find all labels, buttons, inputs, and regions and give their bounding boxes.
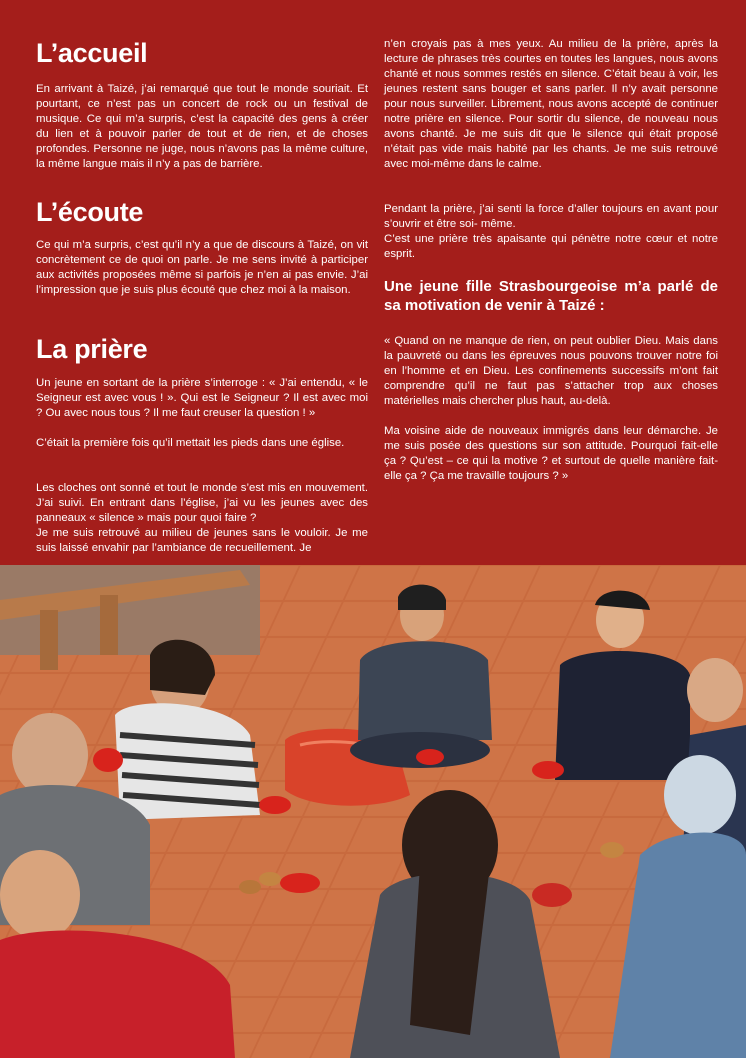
- testimony-quote-1: « Quand on ne manque de rien, on peut oublier Dieu. Mais dans la pauvreté ou dans les épreuves nous pouvons trouver notre foi en l’homme et en Dieu. Les confinements successifs m’ont fait comprendre qu’il ne faut pas s’attacher trop aux choses matérielles mais chercher plus haut, au-delà.: [384, 335, 718, 407]
- section-title-accueil: L’accueil: [36, 38, 148, 68]
- priere-text-4: Je me suis retrouvé au milieu de jeunes sans le vouloir. Je me suis laissé envahir par l’ambiance de recueillement. Je: [36, 527, 368, 554]
- right-text-1: n’en croyais pas à mes yeux. Au milieu de la prière, après la lecture de phrases très courtes en toutes les langues, nous avons chanté et nous sommes restés en silence. C’était beau à voir, les jeunes restent sans bouger et sans parler. Il n’y avait personne pour nous surveiller. Librement, nous avons accepté de continuer notre prière en silence. Pour sortir du silence, de nouveau nous avons chanté. Je me suis dit que le silence qui était proposé n’était pas vide mais habité par les chants. Je me suis retrouvé avec moi-même dans le calme.: [384, 38, 718, 170]
- bread: [259, 872, 281, 886]
- section-title-ecoute: L’écoute: [36, 197, 144, 227]
- priere-text-3: Les cloches ont sonné et tout le monde s’est mis en mouvement. J’ai suivi. En entrant dans l’église, j’ai vu les jeunes avec des panneaux « silence » mais pour quoi faire ?: [36, 482, 368, 524]
- red-bowl: [416, 749, 444, 765]
- testimony-heading: Une jeune fille Strasbourgeoise m’a parlé de sa motivation de venir à Taizé :: [384, 278, 718, 314]
- photo-illustration: [0, 565, 746, 1058]
- priere-text-2: C’était la première fois qu’il mettait les pieds dans une église.: [36, 437, 345, 449]
- section-title-priere: La prière: [36, 334, 148, 364]
- person-front-right-head: [664, 755, 736, 835]
- red-bowl: [532, 883, 572, 907]
- testimony-quote-2: Ma voisine aide de nouveaux immigrés dans leur démarche. Je me suis posée des questions sur son attitude. Pourquoi fait-elle ça ? Qu’est – ce qui la motive ? et surtout de quelle manière fait-elle ça ? Ça me travaille toujours ? »: [384, 425, 718, 482]
- red-bowl: [280, 873, 320, 893]
- right-text-2: Pendant la prière, j’ai senti la force d’aller toujours en avant pour s’ouvrir et être soi- même.: [384, 203, 718, 230]
- person-right-body: [555, 651, 690, 780]
- bread: [239, 880, 261, 894]
- red-bowl: [259, 796, 291, 814]
- group-photo: [0, 565, 746, 1058]
- red-bowl: [93, 748, 123, 772]
- right-text-3: C’est une prière très apaisante qui pénètre notre cœur et notre esprit.: [384, 233, 718, 260]
- bread: [600, 842, 624, 858]
- priere-text-1: Un jeune en sortant de la prière s’interroge : « J’ai entendu, « le Seigneur est avec vous ! ». Qui est le Seigneur ? Il est avec moi ? Ou avec nous tous ? Il me faut creuser la question ! »: [36, 377, 368, 419]
- accueil-text: En arrivant à Taizé, j’ai remarqué que tout le monde souriait. Et pourtant, ce n’est pas un concert de rock ou un festival de musique. Ce qui m’a surpris, c’est la capacité des gens à créer du lien et à pouvoir parler de tout et de rien, et de choses profondes. Personne ne juge, nous n’avons pas la même culture, la même langue mais il n’y a pas de barrière.: [36, 83, 368, 170]
- ecoute-text: Ce qui m’a surpris, c’est qu’il n’y a que de discours à Taizé, on vit concrètement ce de quoi on parle. Je me sens invité à participer aux activités proposées même si parfois je n’en ai pas envie. J’ai l’impression que je suis plus écouté que chez moi à la maison.: [36, 239, 368, 296]
- person-center-body: [358, 641, 492, 740]
- red-bowl: [532, 761, 564, 779]
